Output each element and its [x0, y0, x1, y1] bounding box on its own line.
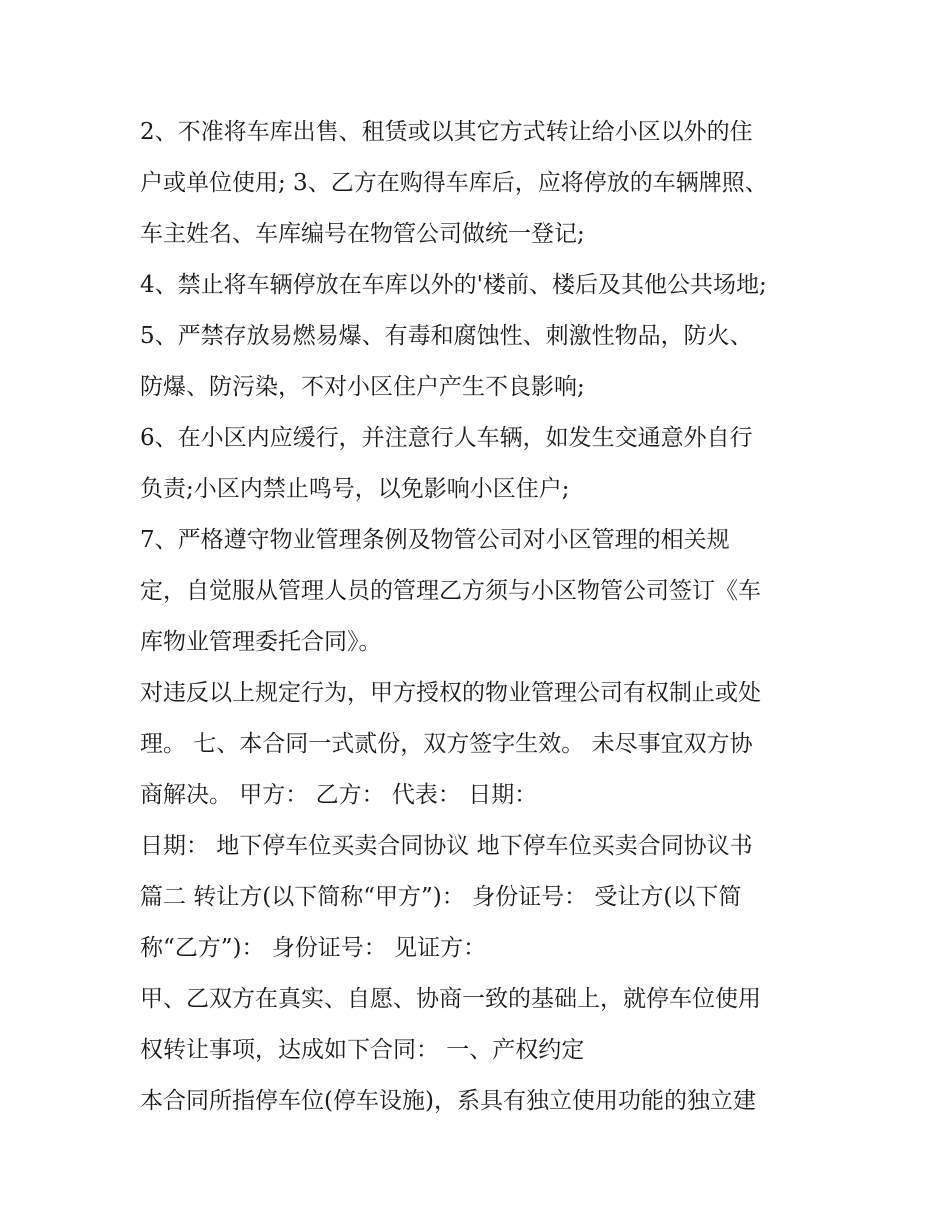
text-line: 篇二 转让方(以下简称“甲方”)： 身份证号： 受让方(以下简	[140, 884, 742, 910]
text-line: 防爆、防污染，不对小区住户产生不良影响;	[140, 374, 585, 400]
document-body	[140, 107, 820, 1127]
text-line: 商解决。 甲方： 乙方： 代表： 日期：	[140, 782, 538, 808]
text-line: 2、不准将车库出售、租赁或以其它方式转让给小区以外的住	[140, 119, 753, 145]
text-line: 本合同所指停车位(停车设施)，系具有独立使用功能的独立建	[140, 1088, 756, 1114]
text-line: 称“乙方”)： 身份证号： 见证方：	[140, 935, 487, 961]
text-line: 权转让事项，达成如下合同： 一、产权约定	[140, 1037, 585, 1063]
text-line: 7、严格遵守物业管理条例及物管公司对小区管理的相关规	[140, 527, 730, 553]
text-line: 4、禁止将车辆停放在车库以外的'楼前、楼后及其他公共场地;	[140, 272, 767, 298]
text-line: 6、在小区内应缓行，并注意行人车辆，如发生交通意外自行	[140, 425, 753, 451]
text-line: 理。 七、本合同一式贰份，双方签字生效。 未尽事宜双方协	[140, 731, 753, 757]
text-line: 户或单位使用; 3、乙方在购得车库后，应将停放的车辆牌照、	[140, 170, 768, 196]
text-line: 库物业管理委托合同》。	[140, 629, 382, 655]
text-line: 日期： 地下停车位买卖合同协议 地下停车位买卖合同协议书	[140, 833, 753, 859]
text-line: 甲、乙双方在真实、自愿、协商一致的基础上，就停车位使用	[140, 986, 761, 1012]
text-line: 车主姓名、车库编号在物管公司做统一登记;	[140, 221, 585, 247]
text-line: 负责;小区内禁止鸣号，以免影响小区住户;	[140, 476, 570, 502]
text-line: 对违反以上规定行为，甲方授权的物业管理公司有权制止或处	[140, 680, 761, 706]
text-line: 定，自觉服从管理人员的管理乙方须与小区物管公司签订《车	[140, 578, 761, 604]
text-line: 5、严禁存放易燃易爆、有毒和腐蚀性、刺激性物品，防火、	[140, 323, 753, 349]
